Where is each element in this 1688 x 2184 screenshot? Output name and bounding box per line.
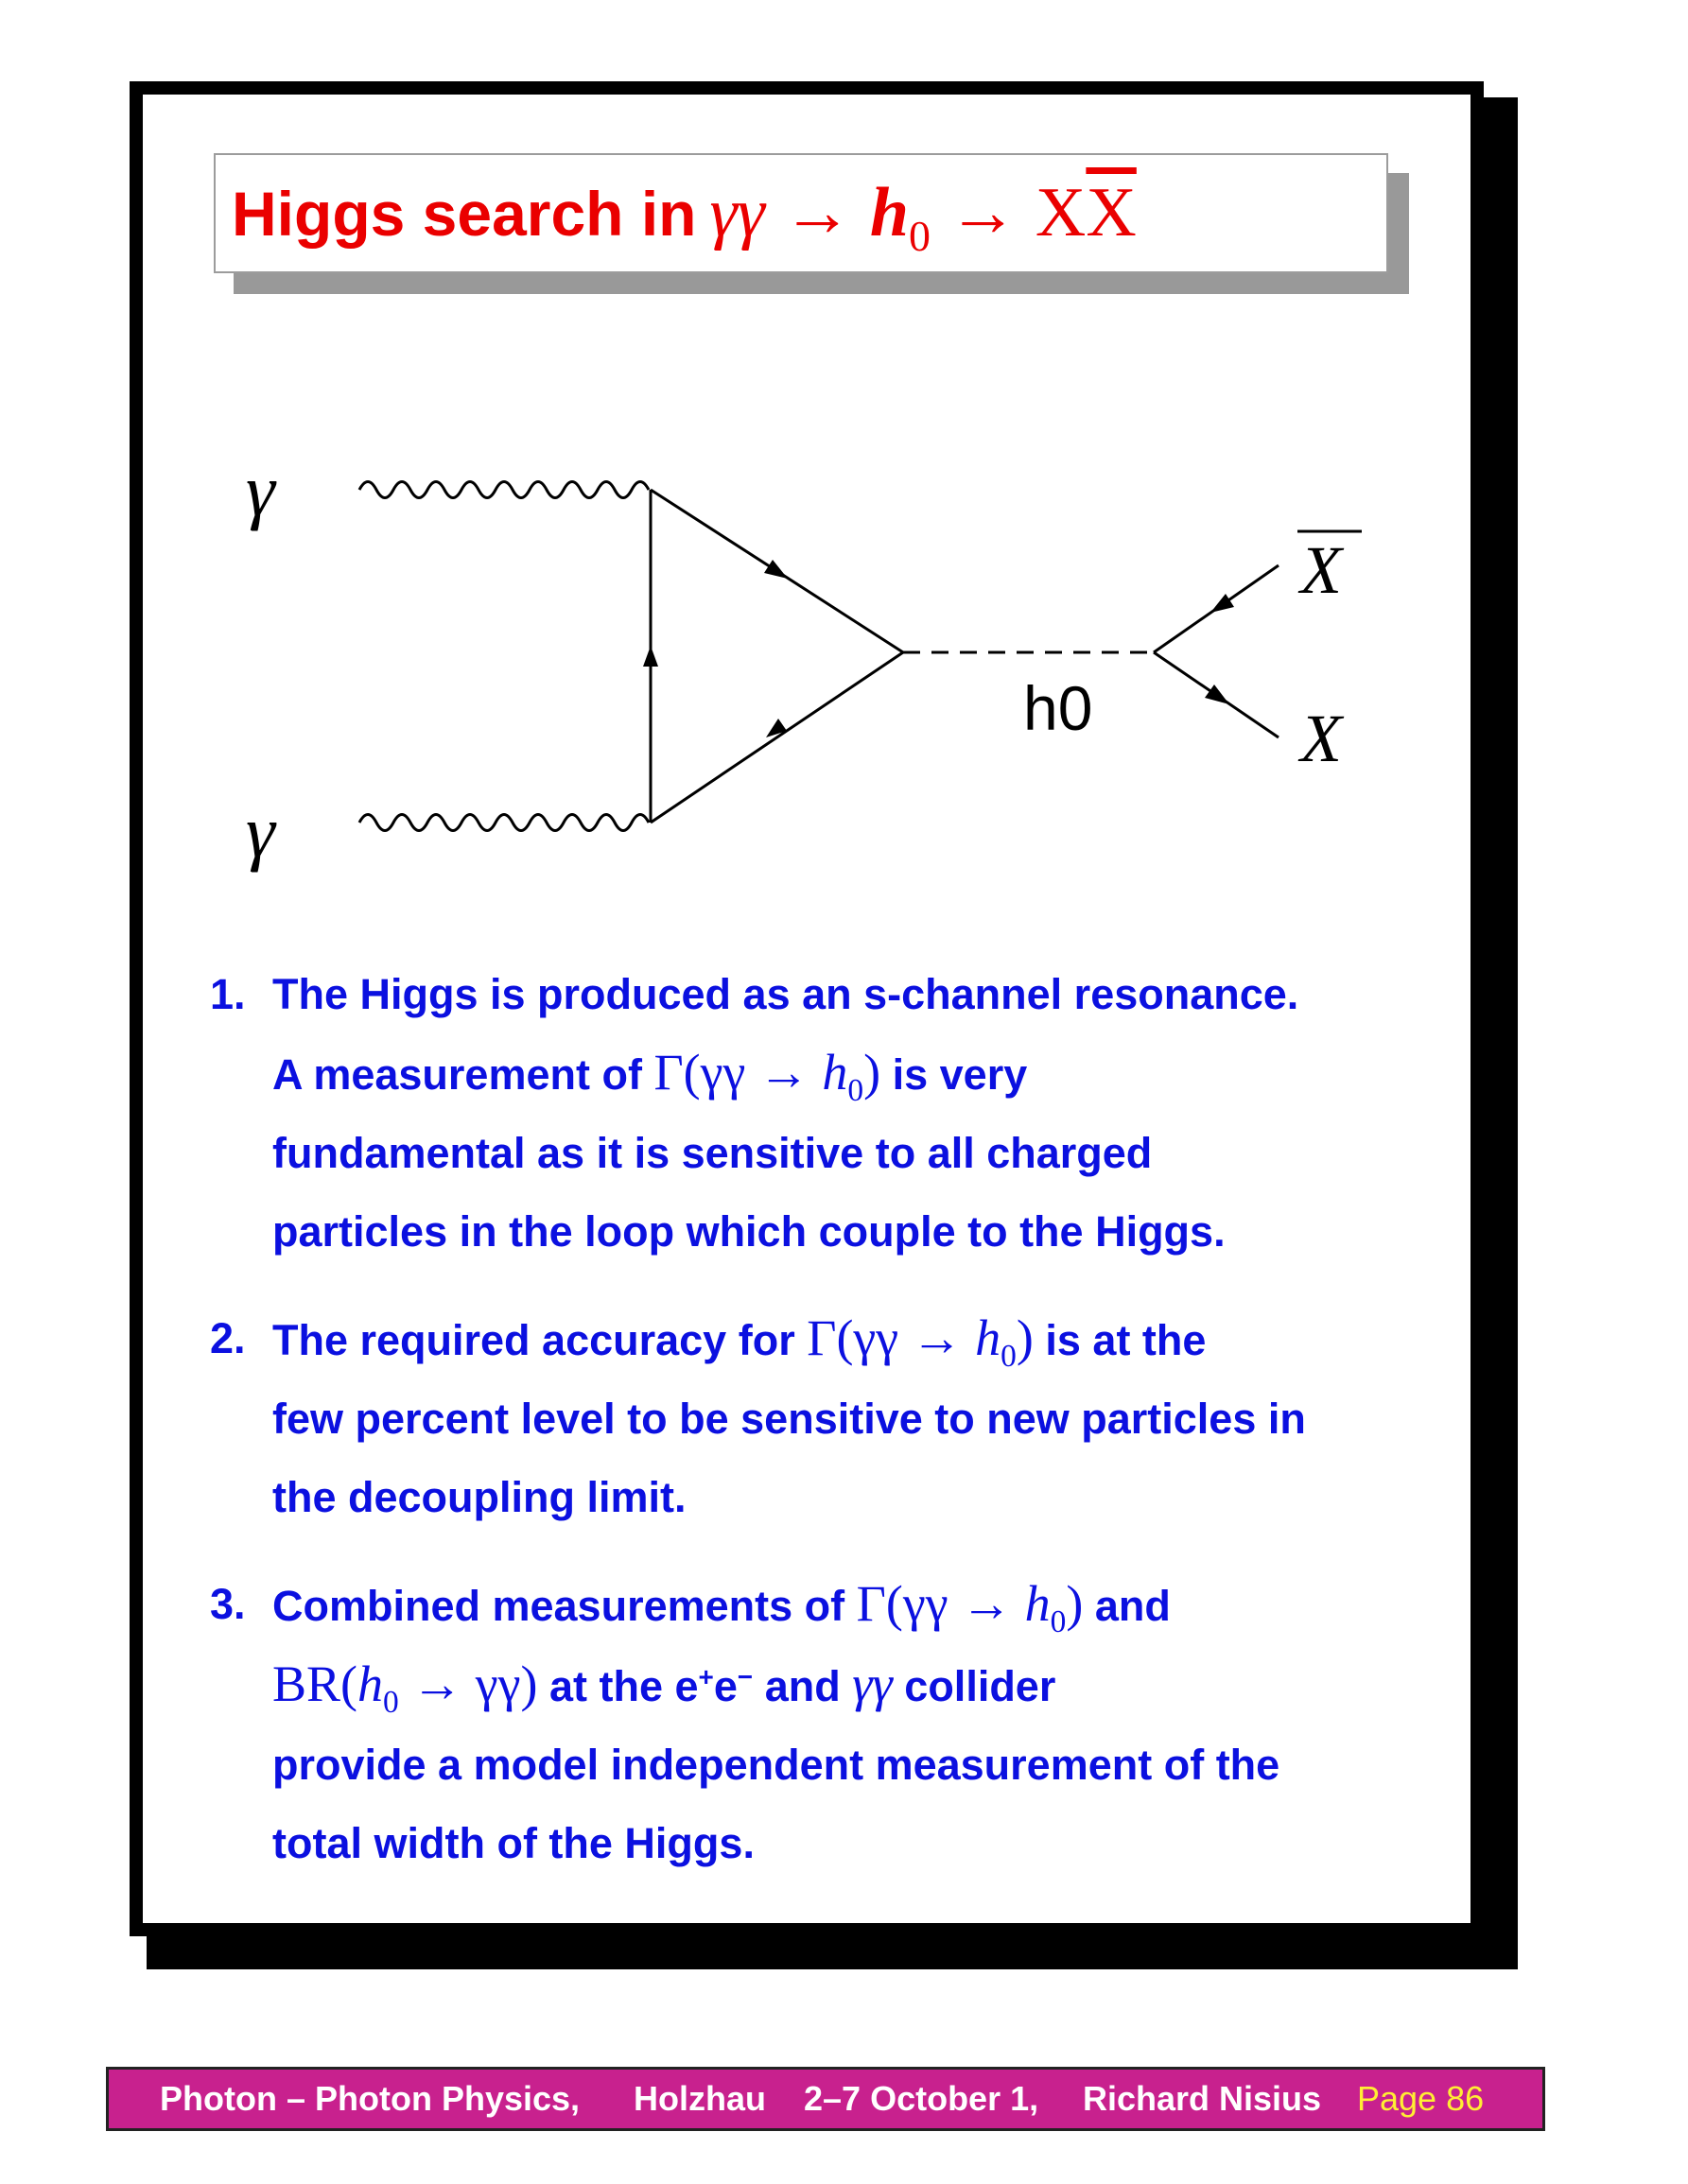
list-item-number: 3. <box>210 1580 246 1628</box>
list-item-line: the decoupling limit. <box>272 1473 687 1521</box>
list-item-number: 2. <box>210 1314 246 1362</box>
xbar-label: X <box>1300 532 1342 608</box>
list-item <box>210 1299 1439 1536</box>
footer-page-number: Page 86 <box>1357 2079 1485 2118</box>
arrow-vertical-icon <box>643 646 658 667</box>
title-formula: $\gamma\gamma \to h_0 \to X\overline{X}$ <box>709 174 1137 260</box>
numbered-list <box>210 955 1439 1911</box>
list-item-line: $BR(h_0 \to \gamma\gamma)$ at the e+e− and γγ collider <box>272 1655 1056 1720</box>
arrow-xbar-icon <box>1210 594 1234 613</box>
photon-label-top: γ <box>246 449 275 531</box>
list-item <box>210 1565 1439 1882</box>
list-item-line: The Higgs is produced as an s-channel resonance. <box>272 970 1299 1018</box>
photon-line-bottom <box>359 815 649 831</box>
arrow-lower-icon <box>766 719 787 737</box>
list-item-line: A measurement of $\Gamma(\gamma\gamma \to h_0)$ is very <box>272 1044 1028 1108</box>
footer-bar <box>106 2067 1545 2131</box>
footer-date: 2–7 October 1, <box>804 2079 1039 2118</box>
list-item-line: provide a model independent measurement of the <box>272 1741 1280 1789</box>
list-item-line: The required accuracy for $\Gamma(\gamma\gamma \to h_0)$ is at the <box>272 1309 1207 1374</box>
footer-title: Photon – Photon Physics, <box>160 2079 581 2118</box>
list-item-line: few percent level to be sensitive to new particles in <box>272 1395 1306 1443</box>
arrow-upper-icon <box>764 560 788 579</box>
list-item-line: Combined measurements of $\Gamma(\gamma\gamma \to h_0)$ and <box>272 1575 1171 1639</box>
loop-line-lower <box>651 652 903 823</box>
title-prefix: Higgs search in <box>232 179 697 249</box>
list-item <box>210 955 1439 1271</box>
higgs-label: h0 <box>1023 673 1093 743</box>
list-item-number: 1. <box>210 970 246 1018</box>
list-item-line: total width of the Higgs. <box>272 1819 755 1867</box>
photon-label-bottom: γ <box>246 790 275 873</box>
arrow-x-icon <box>1205 685 1229 704</box>
photon-line-top <box>359 482 649 498</box>
footer-location: Holzhau <box>634 2079 766 2118</box>
footer-author: Richard Nisius <box>1083 2079 1322 2118</box>
list-item-line: particles in the loop which couple to the Higgs. <box>272 1207 1226 1256</box>
list-item-line: fundamental as it is sensitive to all charged <box>272 1129 1153 1177</box>
x-label: X <box>1300 701 1342 776</box>
